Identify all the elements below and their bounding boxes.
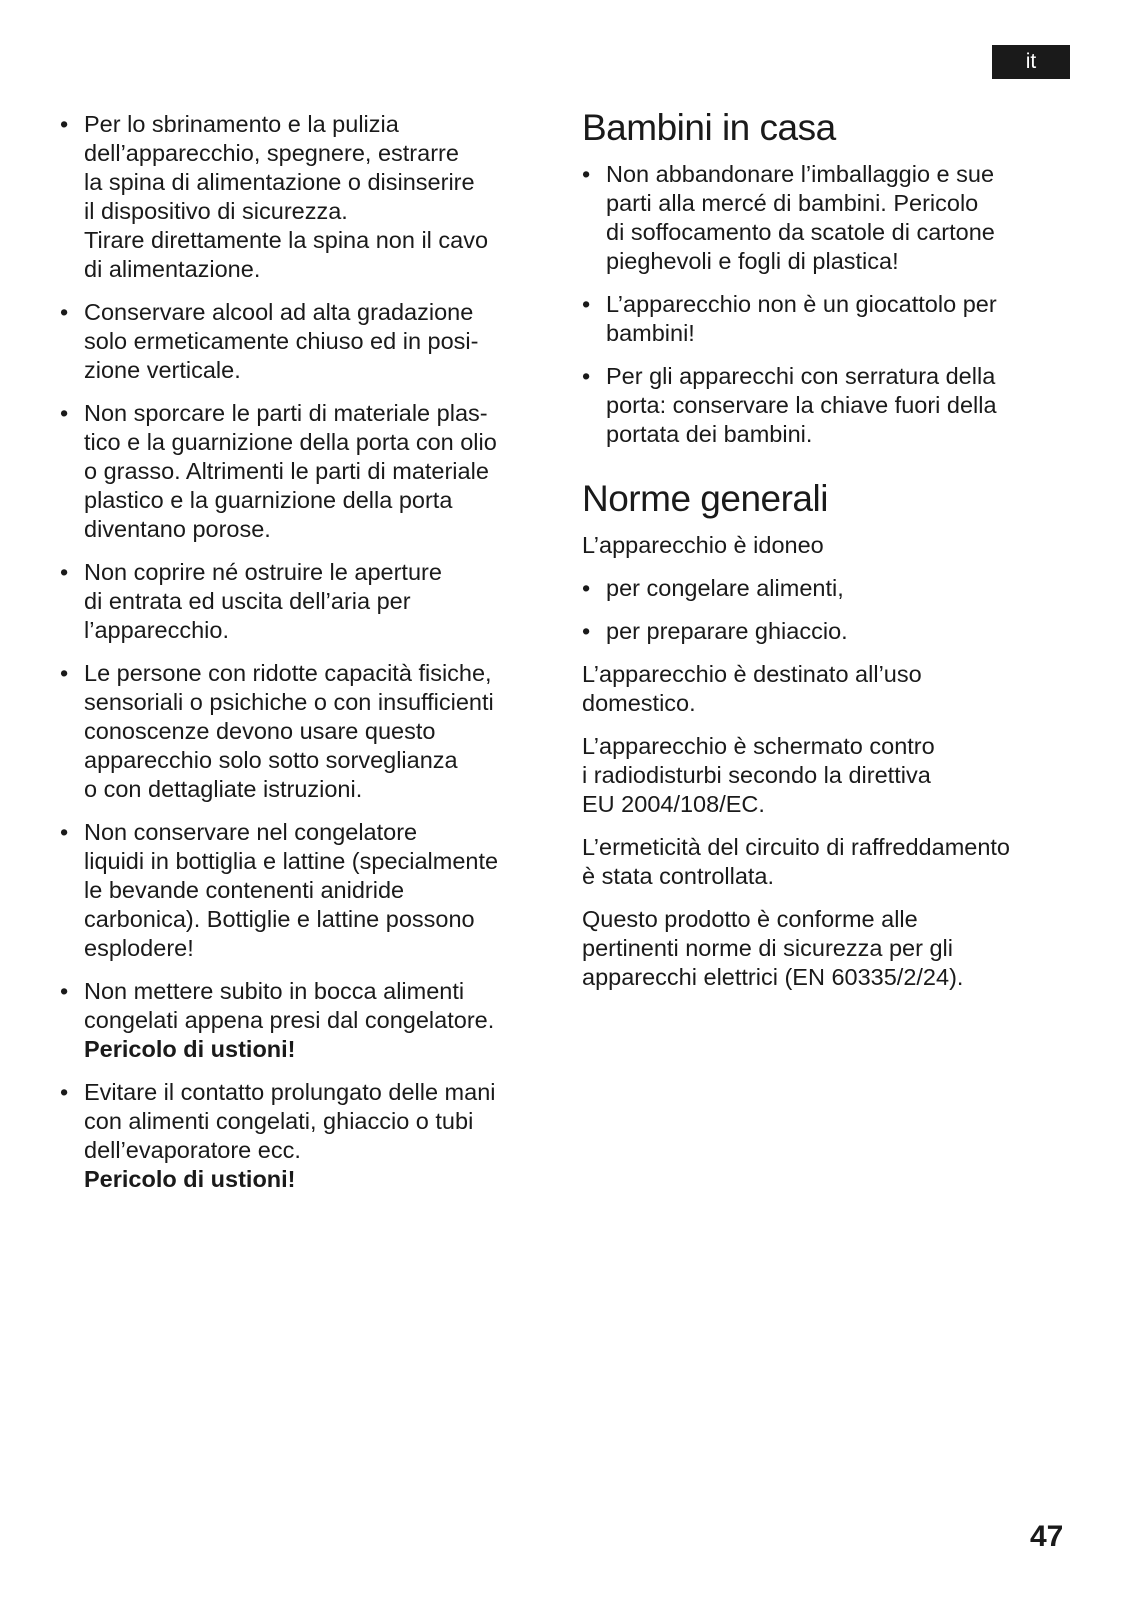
norme-bullet-list — [582, 574, 1072, 646]
text-line: conoscenze devono usare questo — [84, 718, 436, 744]
text-line: • Non sporcare le parti di materiale plas- — [84, 400, 488, 426]
text-line: • Per gli apparecchi con serratura della — [606, 363, 996, 389]
text-line: plastico e la guarnizione della porta — [84, 487, 453, 513]
text-line: di entrata ed uscita dell’aria per — [84, 588, 411, 614]
safety-bullet-list — [60, 110, 552, 1194]
list-item — [60, 298, 552, 385]
paragraph — [582, 732, 1072, 819]
text-line: • Le persone con ridotte capacità fisiche, — [84, 660, 492, 686]
text-line: di alimentazione. — [84, 256, 261, 282]
warning-text: Pericolo di ustioni! — [84, 1166, 296, 1192]
text-line: apparecchi elettrici (EN 60335/2/24). — [582, 964, 964, 990]
text-line: diventano porose. — [84, 516, 271, 542]
warning-text: Pericolo di ustioni! — [84, 1036, 296, 1062]
text-line: solo ermeticamente chiuso ed in posi- — [84, 328, 479, 354]
list-item: • per congelare alimenti, — [582, 574, 1072, 603]
text-line: di soffocamento da scatole di cartone — [606, 219, 995, 245]
text-line: • Non mettere subito in bocca alimenti — [84, 978, 465, 1004]
text-line: pertinenti norme di sicurezza per gli — [582, 935, 953, 961]
text-line: liquidi in bottiglia e lattine (specialmente — [84, 848, 499, 874]
text-line: bambini! — [606, 320, 695, 346]
list-item — [582, 160, 1072, 276]
text-line: dell’apparecchio, spegnere, estrarre — [84, 140, 459, 166]
list-item — [60, 659, 552, 804]
paragraph — [582, 660, 1072, 718]
text-line: con alimenti congelati, ghiaccio o tubi — [84, 1108, 474, 1134]
text-line: carbonica). Bottiglie e lattine possono — [84, 906, 475, 932]
list-item — [60, 558, 552, 645]
list-item — [582, 290, 1072, 348]
text-line: portata dei bambini. — [606, 421, 813, 447]
text-line: tico e la guarnizione della porta con olio — [84, 429, 497, 455]
right-column — [582, 106, 1072, 1006]
text-line: L’apparecchio è schermato contro — [582, 733, 935, 759]
text-line: l’apparecchio. — [84, 617, 230, 643]
list-item — [60, 399, 552, 544]
text-line: Tirare direttamente la spina non il cavo — [84, 227, 489, 253]
text-line: congelati appena presi dal congelatore. — [84, 1007, 495, 1033]
section-title-bambini: Bambini in casa — [582, 107, 836, 148]
text-line: i radiodisturbi secondo la direttiva — [582, 762, 931, 788]
list-item — [60, 110, 552, 284]
paragraph — [582, 833, 1072, 891]
text-line: • Non conservare nel congelatore — [84, 819, 418, 845]
text-line: • Non abbandonare l’imballaggio e sue — [606, 161, 995, 187]
list-item: • per preparare ghiaccio. — [582, 617, 1072, 646]
text-line: • L’apparecchio non è un giocattolo per — [606, 291, 997, 317]
text-line: la spina di alimentazione o disinserire — [84, 169, 475, 195]
text-line: il dispositivo di sicurezza. — [84, 198, 348, 224]
list-item — [60, 1078, 552, 1194]
text-line: • Evitare il contatto prolungato delle mani — [84, 1079, 496, 1105]
text-line: • Per lo sbrinamento e la pulizia — [84, 111, 399, 137]
list-item — [60, 818, 552, 963]
list-item — [582, 362, 1072, 449]
text-line: apparecchio solo sotto sorveglianza — [84, 747, 458, 773]
section-title-norme: Norme generali — [582, 478, 828, 519]
text-line: • Conservare alcool ad alta gradazione — [84, 299, 474, 325]
text-line: dell’evaporatore ecc. — [84, 1137, 301, 1163]
page-number: 47 — [1030, 1520, 1064, 1553]
bambini-bullet-list — [582, 160, 1072, 449]
text-line: zione verticale. — [84, 357, 241, 383]
text-line: o grasso. Altrimenti le parti di materiale — [84, 458, 489, 484]
text-line: parti alla mercé di bambini. Pericolo — [606, 190, 979, 216]
language-tab: it — [992, 45, 1070, 79]
text-line: esplodere! — [84, 935, 194, 961]
norme-paragraphs — [582, 660, 1072, 992]
text-line: L’ermeticità del circuito di raffreddamento — [582, 834, 1011, 860]
text-line: sensoriali o psichiche o con insufficienti — [84, 689, 494, 715]
text-line: porta: conservare la chiave fuori della — [606, 392, 997, 418]
text-line: pieghevoli e fogli di plastica! — [606, 248, 899, 274]
paragraph — [582, 905, 1072, 992]
list-item — [60, 977, 552, 1064]
norme-intro: L’apparecchio è idoneo — [582, 532, 824, 558]
text-line: le bevande contenenti anidride — [84, 877, 405, 903]
left-column — [60, 110, 552, 1208]
text-line: • Non coprire né ostruire le aperture — [84, 559, 442, 585]
text-line: Questo prodotto è conforme alle — [582, 906, 918, 932]
text-line: domestico. — [582, 690, 696, 716]
text-line: è stata controllata. — [582, 863, 775, 889]
text-line: L’apparecchio è destinato all’uso — [582, 661, 922, 687]
text-line: o con dettagliate istruzioni. — [84, 776, 363, 802]
text-line: EU 2004/108/EC. — [582, 791, 765, 817]
